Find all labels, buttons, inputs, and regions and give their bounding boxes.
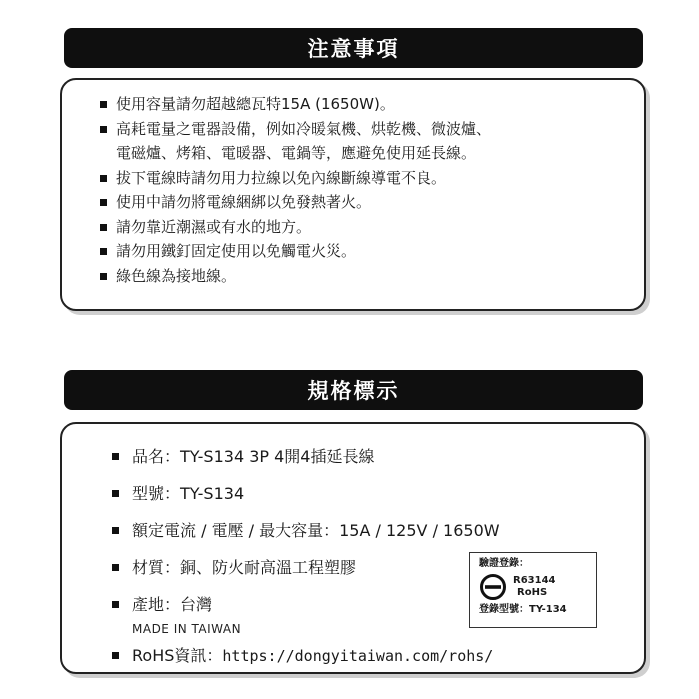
- certification-box: [469, 552, 597, 628]
- bullet-icon: [100, 101, 107, 108]
- bullet-icon: [112, 652, 119, 659]
- list-item-continuation: 電磁爐、烤箱、電暖器、電鍋等，應避免使用延長線。: [116, 144, 477, 162]
- rohs-label: RoHS資訊：: [132, 646, 223, 665]
- bullet-icon: [112, 490, 119, 497]
- list-item: 使用容量請勿超越總瓦特15A (1650W)。: [100, 92, 644, 117]
- cert-title: 驗證登錄：: [479, 558, 529, 569]
- list-item: 綠色線為接地線。: [100, 264, 644, 289]
- list-item: 拔下電線時請勿用力拉線以免內線斷線導電不良。: [100, 166, 644, 191]
- bullet-icon: [112, 453, 119, 460]
- spec-origin: 產地：台灣: [112, 586, 644, 623]
- bullet-icon: [100, 175, 107, 182]
- spec-box: [60, 422, 646, 674]
- spec-title-banner: [64, 370, 643, 410]
- list-item: 請勿用鐵釘固定使用以免觸電火災。: [100, 239, 644, 264]
- spec-material: 材質：銅、防火耐高溫工程塑膠: [112, 549, 644, 586]
- spec-product-name: 品名：TY-S134 3P 4開4插延長線: [112, 438, 644, 475]
- bullet-icon: [112, 564, 119, 571]
- notice-box: [60, 78, 646, 311]
- bullet-icon: [100, 199, 107, 206]
- spec-rohs: [112, 637, 644, 675]
- list-item: 高耗電量之電器設備，例如冷暖氣機、烘乾機、微波爐、 電磁爐、烤箱、電暖器、電鍋等，應避免使用延長線。: [100, 117, 644, 166]
- spec-rating: 額定電流 / 電壓 / 最大容量：15A / 125V / 1650W: [112, 512, 644, 549]
- cert-model: 登錄型號：TY-134: [479, 604, 567, 615]
- bullet-icon: [112, 527, 119, 534]
- bullet-icon: [100, 248, 107, 255]
- notice-title: 注意事項: [307, 37, 400, 61]
- rohs-url-link[interactable]: https://dongyitaiwan.com/rohs/: [222, 647, 494, 665]
- list-item: 使用中請勿將電線綑綁以免發熱著火。: [100, 190, 644, 215]
- list-item: 請勿靠近潮濕或有水的地方。: [100, 215, 644, 240]
- cert-rohs: RoHS: [517, 587, 548, 598]
- bullet-icon: [100, 126, 107, 133]
- bsmi-mark-icon: [479, 573, 507, 601]
- spec-title: 規格標示: [307, 379, 400, 403]
- bullet-icon: [100, 224, 107, 231]
- bullet-icon: [112, 601, 119, 608]
- cert-code: R63144: [513, 575, 556, 586]
- made-in-taiwan: MADE IN TAIWAN: [132, 622, 242, 636]
- notice-title-banner: [64, 28, 643, 68]
- bullet-icon: [100, 273, 107, 280]
- spec-model: 型號：TY-S134: [112, 475, 644, 512]
